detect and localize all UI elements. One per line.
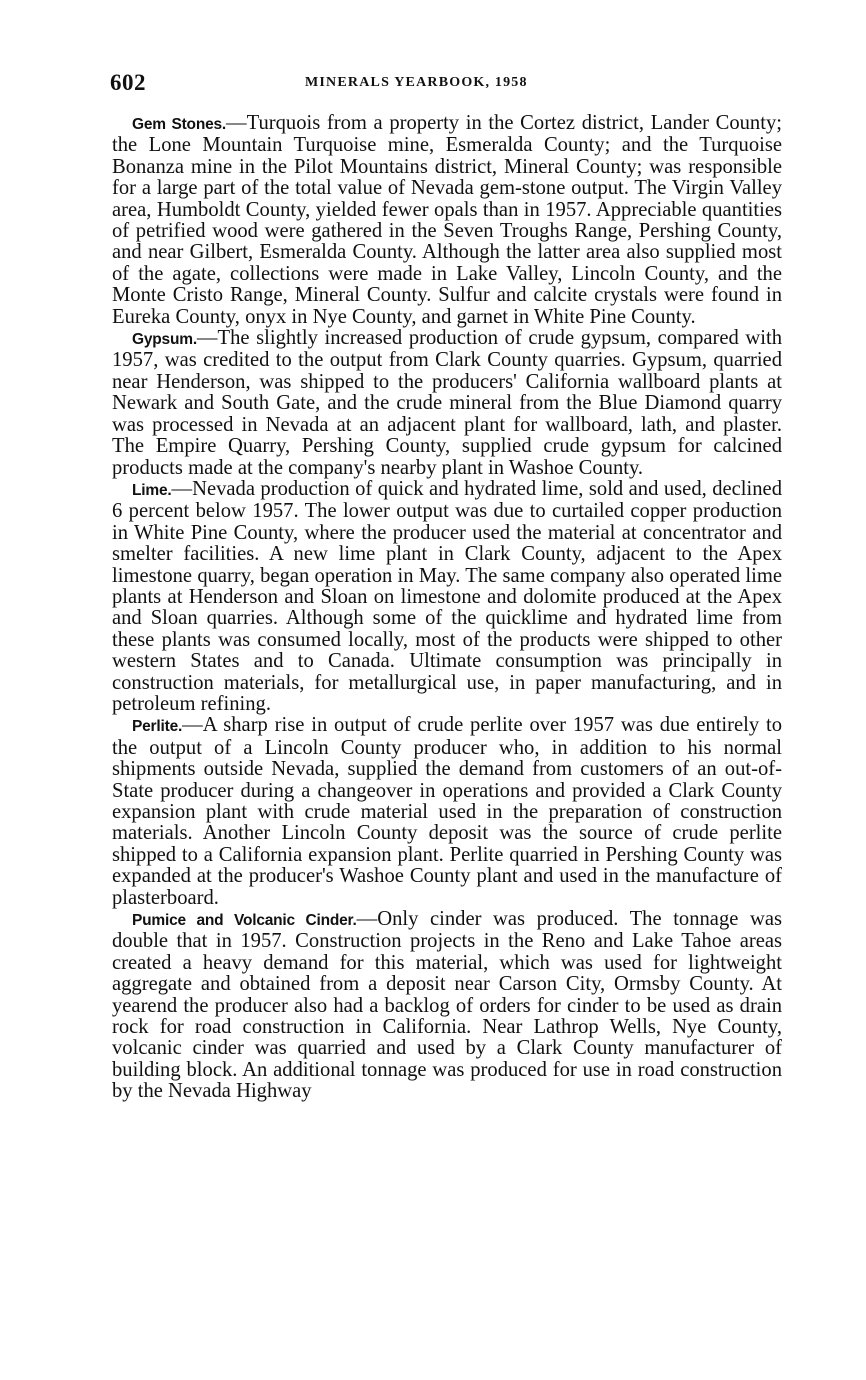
text-pumice: —Only cinder was produced. The tonnage was double that in 1957. Construction projects in the Reno and Lake Tahoe areas created a heavy demand for this material, which was used for lightweight aggregate and obtained from a deposit near Carson City, Ormsby County. At yearend the producer also had a backlog of orders for cinder to be used as drain rock for road construction in California. Near Lathrop Wells, Nye County, volcanic cinder was quarried and used by a Clark County manufacturer of building block. An additional tonnage was produced for use in road construction by the Nevada Highway	[112, 908, 782, 1103]
heading-pumice: Pumice and Volcanic Cinder.	[132, 912, 357, 930]
text-gem-stones: —Turquois from a property in the Cortez district, Lander County; the Lone Mountain Turquoise mine, Esmeralda County; and the Turquoise Bonanza mine in the Pilot Mountains district, Mineral County; was responsible for a large part of the total value of Nevada gem-stone output. The Virgin Valley area, Humboldt County, yielded fewer opals than in 1957. Appreciable quantities of petrified wood were gathered in the Seven Troughs Range, Pershing County, and near Gilbert, Esmeralda County. Although the latter area also supplied most of the agate, collections were made in Lake Valley, Lincoln County, and the Monte Cristo Range, Mineral County. Sulfur and calcite crystals were found in Eureka County, onyx in Nye County, and garnet in White Pine County.	[112, 112, 782, 328]
paragraph-gypsum	[112, 328, 782, 479]
text-lime: —Nevada production of quick and hydrated lime, sold and used, declined 6 percent below 1957. The lower output was due to curtailed copper production in White Pine County, where the producer used the material at concentrator and smelter facilities. A new lime plant in Clark County, adjacent to the Apex limestone quarry, began operation in May. The same company also operated lime plants at Henderson and Sloan on limestone and dolomite produced at the Apex and Sloan quarries. Although some of the quicklime and hydrated lime from these plants was consumed locally, most of the products were shipped to other western States and to Canada. Ultimate consumption was principally in construction materials, for metallurgical use, in paper manufacturing, and in petroleum refining.	[112, 477, 782, 715]
heading-lime: Lime.	[132, 481, 172, 499]
page-header	[110, 70, 780, 98]
paragraph-lime	[112, 479, 782, 715]
paragraph-pumice	[112, 909, 782, 1103]
heading-perlite: Perlite.	[132, 718, 183, 736]
page-number: 602	[110, 70, 146, 95]
paragraph-perlite	[112, 715, 782, 909]
text-column	[112, 113, 782, 1103]
text-perlite: —A sharp rise in output of crude perlite over 1957 was due entirely to the output of a Lincoln County producer who, in addition to his normal shipments outside Nevada, supplied the demand from customers of an out-of-State producer during a changeover in operations and provided a Clark County expansion plant with crude material used in the preparation of construction materials. Another Lincoln County deposit was the source of crude perlite shipped to a California expansion plant. Perlite quarried in Pershing County was expanded at the producer's Washoe County plant and used in the manufacture of plasterboard.	[112, 714, 782, 909]
running-head: MINERALS YEARBOOK, 1958	[305, 75, 528, 90]
paragraph-gem-stones	[112, 113, 782, 328]
heading-gem-stones: Gem Stones.	[132, 116, 227, 133]
heading-gypsum: Gypsum.	[132, 331, 197, 349]
text-gypsum: —The slightly increased production of crude gypsum, compared with 1957, was credited to the output from Clark County quarries. Gypsum, quarried near Henderson, was shipped to the producers' California wallboard plants at Newark and South Gate, and the crude mineral from the Blue Diamond quarry was processed in Nevada at an adjacent plant for wallboard, lath, and plaster. The Empire Quarry, Pershing County, supplied crude gypsum for calcined products made at the company's nearby plant in Washoe County.	[112, 327, 782, 479]
